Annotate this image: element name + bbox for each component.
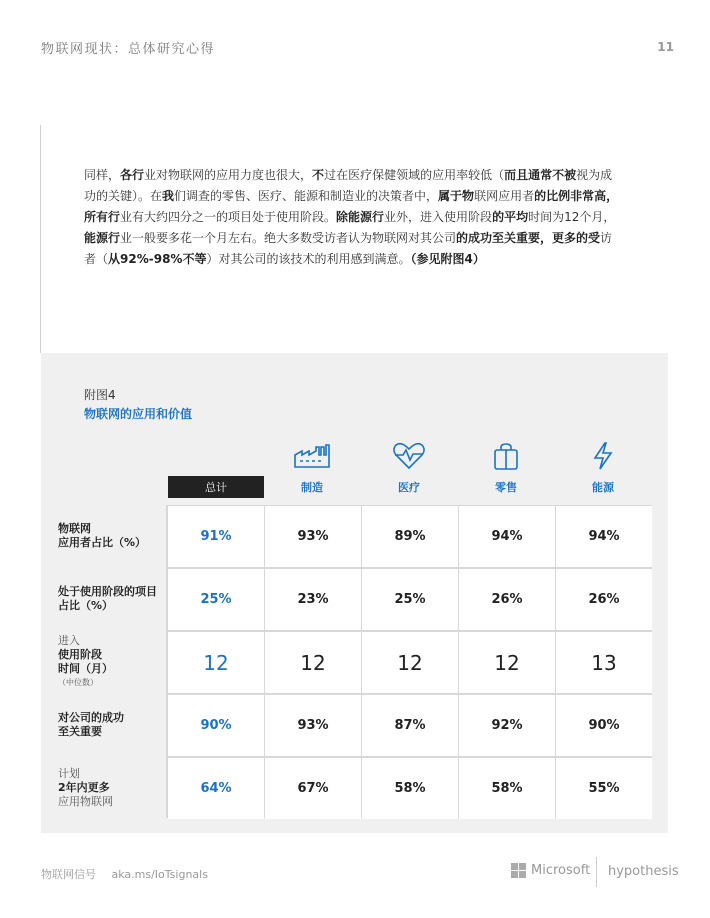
table-cell: 58% bbox=[459, 758, 555, 819]
paragraph-run: 的成功至关重要，更多的受 bbox=[456, 231, 601, 245]
table-cell: 87% bbox=[362, 695, 458, 756]
row-label-line: 应用者占比（%） bbox=[58, 535, 147, 549]
microsoft-squares-icon bbox=[511, 863, 526, 878]
paragraph-run: 从92%-98%不等 bbox=[108, 252, 207, 266]
table-cell: 13 bbox=[556, 632, 652, 693]
paragraph-run: 过在医疗保健领域的应用率较低（ bbox=[324, 168, 505, 182]
row-label-line: 计划 bbox=[58, 766, 80, 780]
page-number: 11 bbox=[657, 40, 674, 54]
paragraph-run: 属于物 bbox=[438, 189, 475, 203]
row-label-line: 物联网 bbox=[58, 521, 91, 535]
col-header-retail: 零售 bbox=[495, 481, 517, 494]
table-cell: 12 bbox=[265, 632, 361, 693]
row-label bbox=[58, 585, 166, 613]
side-rule bbox=[40, 125, 41, 353]
paragraph-run: 能源行 bbox=[84, 231, 121, 245]
row-label-line: 时间（月） bbox=[58, 661, 113, 675]
row-label-line: 处于使用阶段的项目 bbox=[58, 584, 157, 598]
table-cell: 90% bbox=[168, 695, 264, 756]
hypothesis-logo: hypothesis bbox=[608, 864, 679, 879]
table-cell: 92% bbox=[459, 695, 555, 756]
header-title: 物联网现状：总体研究心得 bbox=[41, 42, 216, 57]
table-cell: 12 bbox=[168, 632, 264, 693]
figure-label: 附图4 bbox=[84, 388, 116, 402]
shopping-bag-icon bbox=[458, 440, 554, 472]
col-header-energy: 能源 bbox=[592, 481, 614, 494]
lightning-icon bbox=[555, 440, 651, 472]
paragraph-run: 同样， bbox=[84, 168, 121, 182]
row-label-line: 进入 bbox=[58, 633, 80, 647]
table-cell: 94% bbox=[459, 506, 555, 567]
paragraph-run: 的比例非常高，所有行 bbox=[84, 189, 619, 224]
col-header-total: 总计 bbox=[168, 476, 264, 498]
row-label-line: 占比（%） bbox=[58, 598, 114, 612]
heart-pulse-icon bbox=[361, 440, 457, 472]
table-cell: 89% bbox=[362, 506, 458, 567]
table-cell: 90% bbox=[556, 695, 652, 756]
paragraph-run: 业有大约四分之一的项目处于使用阶段。 bbox=[120, 210, 337, 224]
data-table bbox=[166, 505, 652, 818]
body-paragraph bbox=[84, 165, 624, 270]
row-label-line: （中位数） bbox=[58, 677, 98, 687]
footer-left bbox=[41, 866, 208, 882]
paragraph-run: （参见附图4） bbox=[410, 252, 485, 266]
col-header-healthcare: 医疗 bbox=[398, 481, 420, 494]
row-label bbox=[58, 634, 166, 690]
row-label-line: 对公司的成功 bbox=[58, 710, 124, 724]
microsoft-logo bbox=[511, 863, 590, 878]
paragraph-run: 时间为12个月， bbox=[528, 210, 616, 224]
row-label bbox=[58, 522, 166, 550]
paragraph-run: ）对其公司的该技术的利用感到满意。 bbox=[206, 252, 411, 266]
row-label-line: 2年内更多 bbox=[58, 780, 110, 794]
footer-divider bbox=[596, 857, 597, 887]
table-cell: 26% bbox=[556, 569, 652, 630]
table-cell: 58% bbox=[362, 758, 458, 819]
table-cell: 55% bbox=[556, 758, 652, 819]
table-cell: 23% bbox=[265, 569, 361, 630]
table-cell: 93% bbox=[265, 695, 361, 756]
row-label-line: 使用阶段 bbox=[58, 647, 102, 661]
table-cell: 12 bbox=[362, 632, 458, 693]
paragraph-run: 业一般要多花一个月左右。绝大多数受访者认为物联网对其公司 bbox=[120, 231, 457, 245]
col-header-manufacturing: 制造 bbox=[301, 481, 323, 494]
footer-label: 物联网信号 bbox=[41, 868, 96, 881]
paragraph-run: 业外，进入使用阶段 bbox=[384, 210, 493, 224]
paragraph-run: 访者（ bbox=[84, 231, 613, 266]
paragraph-run: 各行 bbox=[120, 168, 145, 182]
footer-url[interactable]: aka.ms/IoTsignals bbox=[111, 868, 208, 881]
row-label bbox=[58, 711, 166, 739]
table-cell: 93% bbox=[265, 506, 361, 567]
paragraph-run: 视为成功的关键）。在 bbox=[84, 168, 613, 203]
paragraph-run: 联网应用者 bbox=[474, 189, 535, 203]
paragraph-run: 们调查的零售、医疗、能源和制造业的决策者中， bbox=[174, 189, 439, 203]
table-cell: 25% bbox=[362, 569, 458, 630]
row-label bbox=[58, 767, 166, 809]
table-cell: 25% bbox=[168, 569, 264, 630]
paragraph-run: 除能源行 bbox=[336, 210, 385, 224]
table-cell: 91% bbox=[168, 506, 264, 567]
row-label-line: 应用物联网 bbox=[58, 794, 113, 808]
paragraph-run: 我 bbox=[162, 189, 175, 203]
table-cell: 67% bbox=[265, 758, 361, 819]
paragraph-run: 不 bbox=[312, 168, 325, 182]
microsoft-text: Microsoft bbox=[531, 863, 591, 878]
table-cell: 26% bbox=[459, 569, 555, 630]
paragraph-run: 的平均 bbox=[492, 210, 529, 224]
factory-icon bbox=[264, 440, 360, 472]
table-cell: 12 bbox=[459, 632, 555, 693]
figure-title: 物联网的应用和价值 bbox=[84, 407, 193, 421]
table-cell: 94% bbox=[556, 506, 652, 567]
table-cell: 64% bbox=[168, 758, 264, 819]
paragraph-run: 业对物联网的应用力度也很大， bbox=[144, 168, 313, 182]
paragraph-run: 而且通常不被 bbox=[504, 168, 577, 182]
row-label-line: 至关重要 bbox=[58, 724, 102, 738]
